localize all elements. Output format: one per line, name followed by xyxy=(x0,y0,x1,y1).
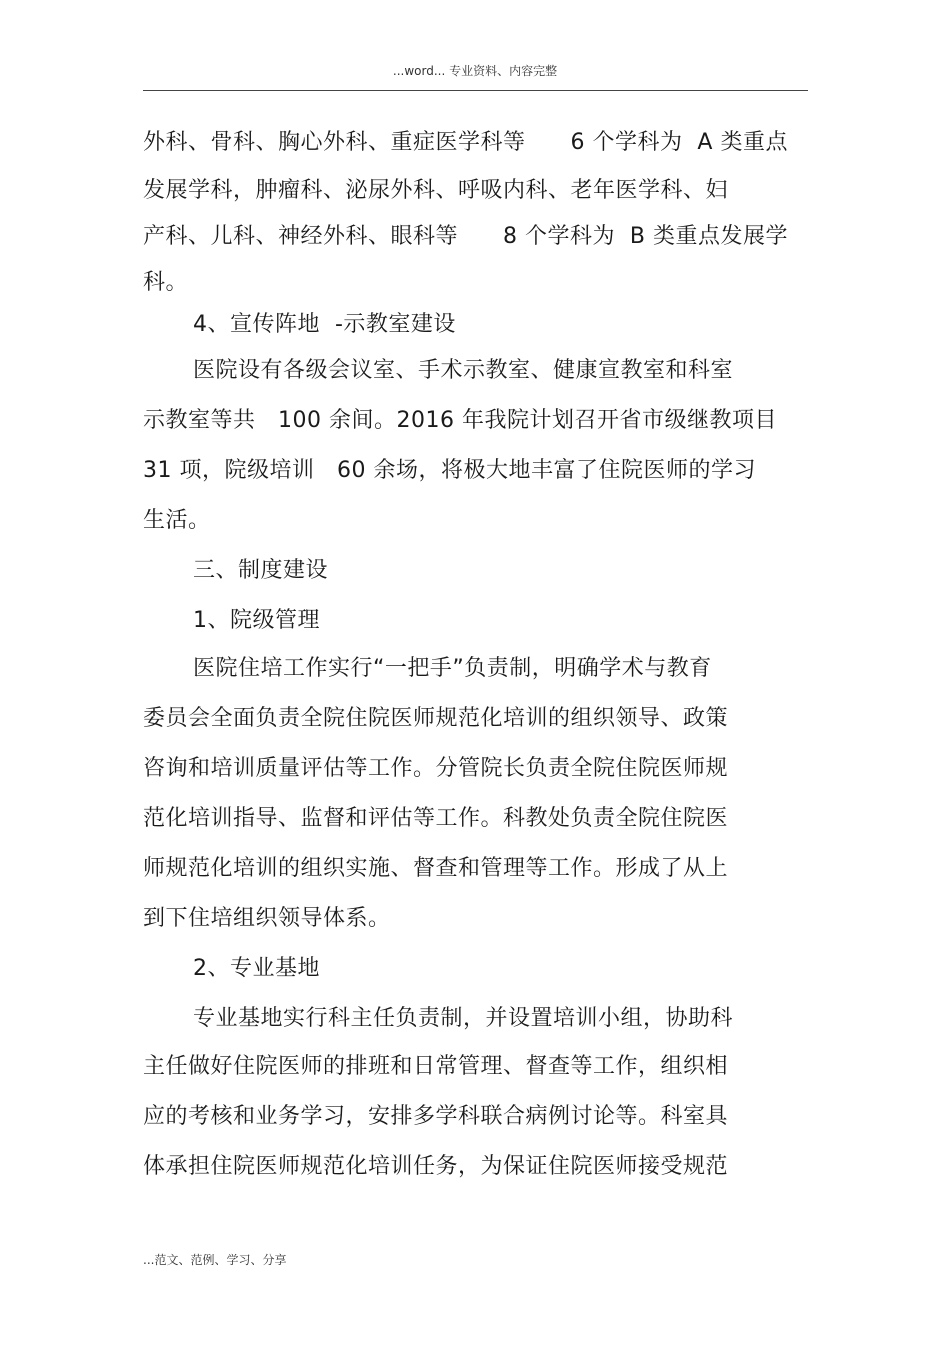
body-line: 委员会全面负责全院住院医师规范化培训的组织领导、政策 xyxy=(143,706,729,731)
paragraph-start: 医院住培工作实行“一把手”负责制，明确学术与教育 xyxy=(193,656,712,681)
body-line: 31 项，院级培训 60 余场，将极大地丰富了住院医师的学习 xyxy=(143,458,756,483)
body-line: 科。 xyxy=(143,270,189,295)
body-line: 外科、骨科、胸心外科、重症医学科等 6 个学科为 A 类重点 xyxy=(143,130,788,155)
section-heading: 三、制度建设 xyxy=(193,558,329,583)
paragraph-start: 医院设有各级会议室、手术示教室、健康宣教室和科室 xyxy=(193,358,734,383)
body-line: 生活。 xyxy=(143,508,211,533)
body-line: 师规范化培训的组织实施、督查和管理等工作。形成了从上 xyxy=(143,856,729,881)
paragraph-start: 专业基地实行科主任负责制，并设置培训小组，协助科 xyxy=(193,1006,734,1031)
body-line: 范化培训指导、监督和评估等工作。科教处负责全院住院医 xyxy=(143,806,729,831)
header-divider xyxy=(143,90,808,91)
body-line: 示教室等共 100 余间。2016 年我院计划召开省市级继教项目 xyxy=(143,408,777,433)
subsection-heading: 1、院级管理 xyxy=(193,608,320,633)
body-line: 咨询和培训质量评估等工作。分管院长负责全院住院医师规 xyxy=(143,756,729,781)
body-line: 体承担住院医师规范化培训任务，为保证住院医师接受规范 xyxy=(143,1154,729,1179)
body-line: 应的考核和业务学习，安排多学科联合病例讨论等。科室具 xyxy=(143,1104,729,1129)
page-header: ...word... 专业资料、内容完整 xyxy=(392,64,558,78)
body-line: 到下住培组织领导体系。 xyxy=(143,906,391,931)
body-line: 产科、儿科、神经外科、眼科等 8 个学科为 B 类重点发展学 xyxy=(143,224,789,249)
section-heading: 4、宣传阵地 -示教室建设 xyxy=(193,312,456,337)
body-line: 主任做好住院医师的排班和日常管理、督查等工作，组织相 xyxy=(143,1054,729,1079)
body-line: 发展学科，肿瘤科、泌尿外科、呼吸内科、老年医学科、妇 xyxy=(143,178,729,203)
page-footer: ...范文、范例、学习、分享 xyxy=(143,1253,287,1267)
subsection-heading: 2、专业基地 xyxy=(193,956,320,981)
